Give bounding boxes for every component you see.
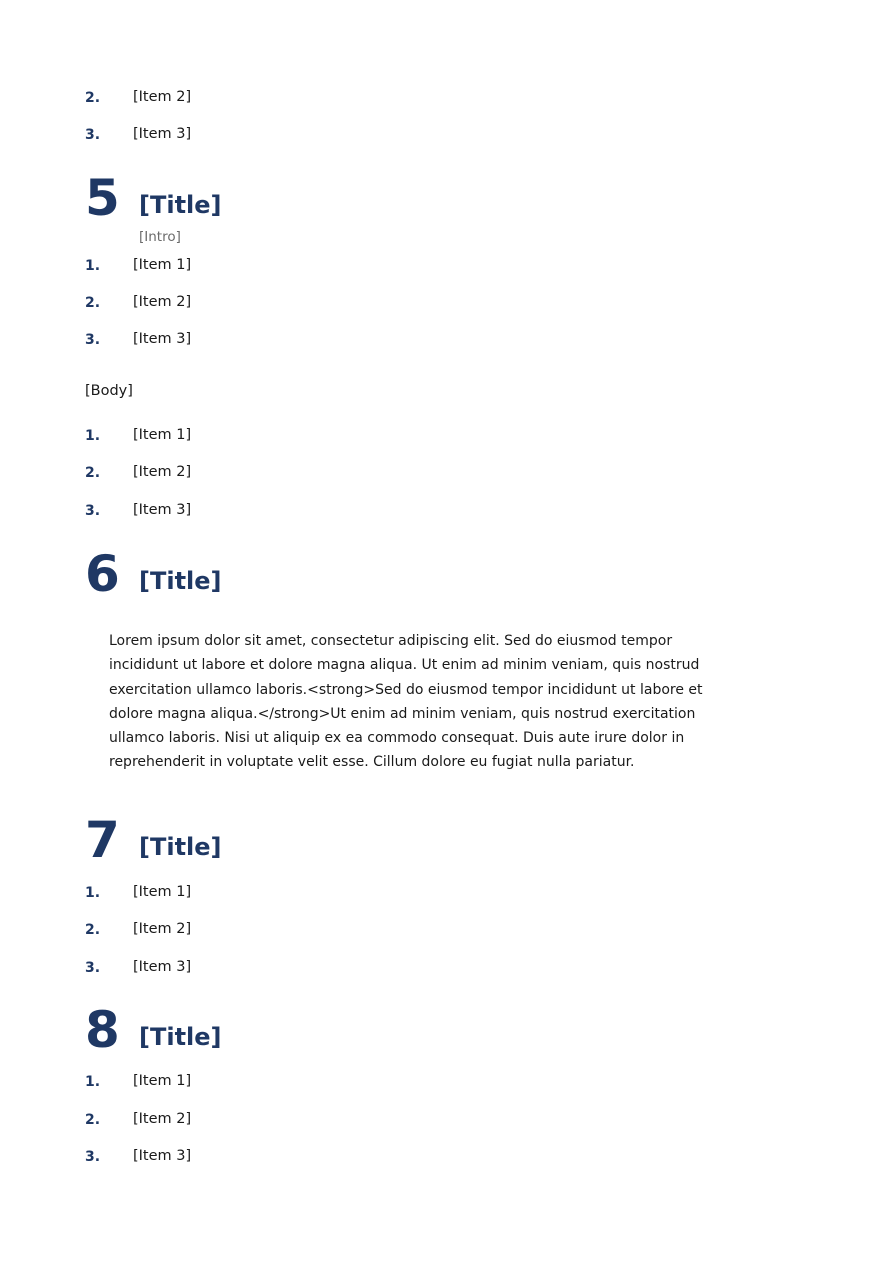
list-item: [Item 2] (133, 1111, 192, 1127)
list-item: [Item 1] (133, 1073, 192, 1089)
section-title: [Title] (139, 833, 222, 861)
list-number: 2. (85, 1112, 101, 1128)
list-item: [Item 2] (133, 294, 192, 310)
list-item: [Item 3] (133, 1148, 192, 1164)
list-item: [Item 1] (133, 257, 192, 273)
list-number: 1. (85, 258, 101, 274)
list-number: 2. (85, 922, 101, 938)
section-title: [Title] (139, 567, 222, 595)
list-number: 3. (85, 1149, 101, 1165)
list-number: 2. (85, 465, 101, 481)
list-item: [Item 2] (133, 89, 192, 105)
list-number: 1. (85, 1074, 101, 1090)
section-title: [Title] (139, 191, 222, 219)
section-number: 7 (85, 811, 120, 869)
paragraph-line: Lorem ipsum dolor sit amet, consectetur adipiscing elit. Sed do eiusmod tempor (109, 633, 673, 649)
paragraph-line: ullamco laboris. Nisi ut aliquip ex ea commodo consequat. Duis aute irure dolor in (109, 730, 685, 747)
list-number: 3. (85, 127, 101, 143)
section-number: 5 (85, 169, 120, 227)
paragraph-line: incididunt ut labore et dolore magna aliqua. Ut enim ad minim veniam, quis nostrud (109, 657, 700, 674)
body-text: [Body] (85, 383, 133, 399)
list-number: 3. (85, 503, 101, 519)
list-item: [Item 3] (133, 502, 192, 518)
list-item: [Item 3] (133, 126, 192, 142)
list-item: [Item 1] (133, 884, 192, 900)
list-number: 3. (85, 960, 101, 976)
section-intro: [Intro] (139, 229, 181, 245)
section-title: [Title] (139, 1023, 222, 1051)
list-item: [Item 1] (133, 427, 192, 443)
section-number: 6 (85, 545, 120, 603)
list-number: 2. (85, 295, 101, 311)
list-number: 2. (85, 90, 101, 106)
list-item: [Item 2] (133, 464, 192, 480)
list-item: [Item 3] (133, 959, 192, 975)
list-item: [Item 3] (133, 331, 192, 347)
section-paragraph (109, 629, 789, 775)
paragraph-line: exercitation ullamco laboris.<strong>Sed do eiusmod tempor incididunt ut labore et (109, 681, 703, 698)
list-number: 3. (85, 332, 101, 348)
paragraph-line: reprehenderit in voluptate velit esse. Cillum dolore eu fugiat nulla pariatur. (109, 754, 635, 771)
section-number: 8 (85, 1001, 120, 1059)
list-number: 1. (85, 428, 101, 444)
list-item: [Item 2] (133, 921, 192, 937)
paragraph-line: dolore magna aliqua.</strong>Ut enim ad minim veniam, quis nostrud exercitation (109, 705, 696, 722)
list-number: 1. (85, 885, 101, 901)
